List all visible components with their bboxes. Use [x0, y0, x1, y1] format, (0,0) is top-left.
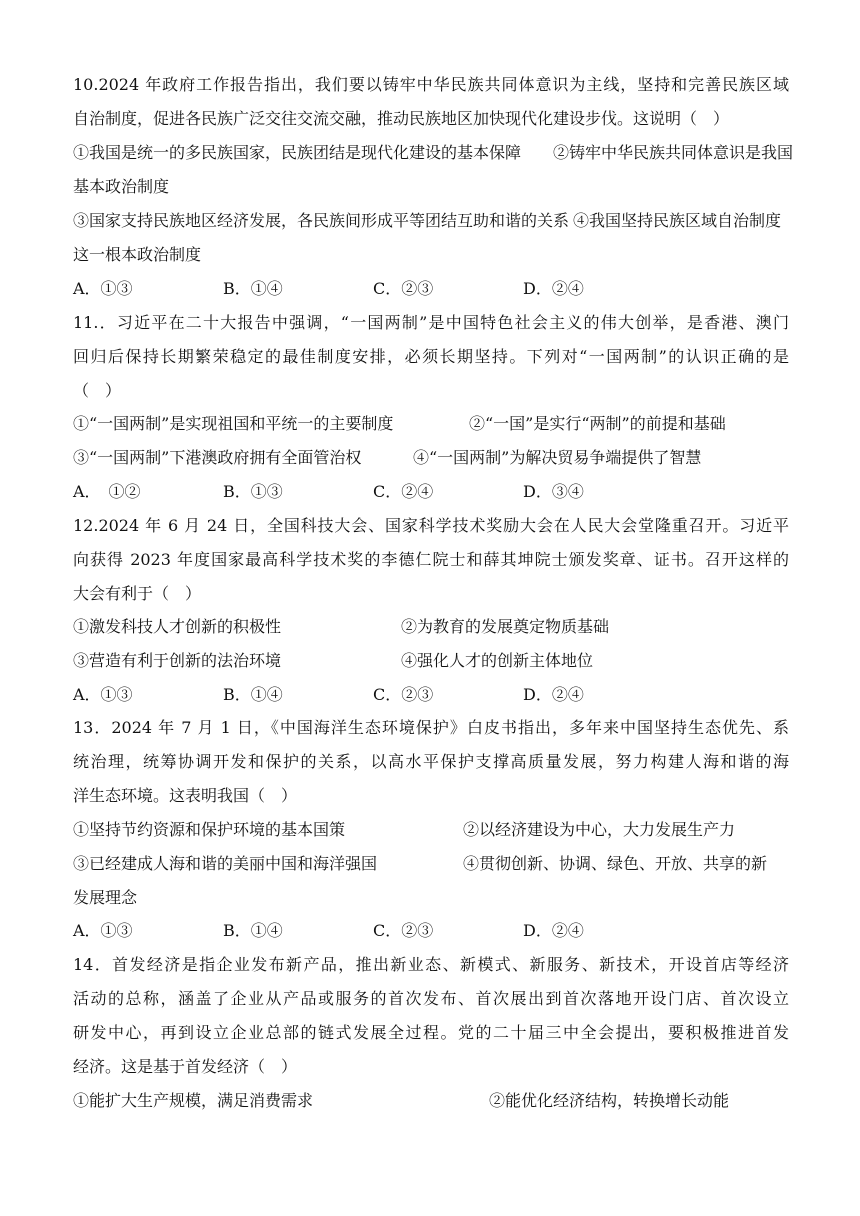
q13-option-d[interactable]: D．②④: [523, 921, 584, 940]
q11-option-b[interactable]: B．①③: [223, 482, 283, 501]
q11-stem-line-3: （ ）: [73, 381, 122, 400]
q12-option-c[interactable]: C．②③: [373, 685, 434, 704]
q11-statement-1: ①“一国两制”是实现祖国和平统一的主要制度: [73, 414, 394, 433]
q13-statement-4-cont: 发展理念: [73, 888, 138, 907]
q10-statement-4-cont: 这一根本政治制度: [73, 245, 202, 264]
q11-option-c[interactable]: C．②④: [373, 482, 434, 501]
q11-statement-3: ③“一国两制”下港澳政府拥有全面管治权: [73, 448, 362, 467]
q12-statement-3: ③营造有利于创新的法治环境: [73, 651, 282, 670]
q10-statement-2: ②铸牢中华民族共同体意识是我国: [553, 143, 794, 162]
q12-stem-line-2: 向获得 2023 年度国家最高科学技术奖的李德仁院士和薛其坤院士颁发奖章、证书。召开这样的: [73, 550, 789, 569]
q14-statement-2: ②能优化经济结构，转换增长动能: [489, 1091, 730, 1110]
q14-stem-line-1: 14．首发经济是指企业发布新产品，推出新业态、新模式、新服务、新技术，开设首店等经济: [73, 955, 789, 974]
q10-option-c[interactable]: C．②③: [373, 279, 434, 298]
q13-stem-line-3: 洋生态环境。这表明我国（ ）: [73, 786, 298, 805]
q12-stem-line-1: 12.2024 年 6 月 24 日，全国科技大会、国家科学技术奖励大会在人民大会堂隆重召开。习近平: [73, 516, 789, 535]
q12-statement-2: ②为教育的发展奠定物质基础: [401, 617, 610, 636]
q10-option-d[interactable]: D．②④: [523, 279, 584, 298]
q11-statement-4: ④“一国两制”为解决贸易争端提供了智慧: [413, 448, 702, 467]
q10-stem-line-1: 10.2024 年政府工作报告指出，我们要以铸牢中华民族共同体意识为主线，坚持和完善民族区域: [73, 75, 789, 94]
q14-stem-line-2: 活动的总称，涵盖了企业从产品或服务的首次发布、首次展出到首次落地开设门店、首次设立: [73, 989, 789, 1008]
q10-statement-1: ①我国是统一的多民族国家，民族团结是现代化建设的基本保障: [73, 143, 522, 162]
q10-statement-2-cont: 基本政治制度: [73, 177, 170, 196]
q11-option-a[interactable]: A． ①②: [73, 482, 141, 501]
q13-stem-line-2: 统治理，统筹协调开发和保护的关系，以高水平保护支撑高质量发展，努力构建人海和谐的海: [73, 752, 789, 771]
q13-stem-line-1: 13．2024 年 7 月 1 日，《中国海洋生态环境保护》白皮书指出，多年来中国坚持生态优先、系: [73, 718, 789, 737]
q13-option-c[interactable]: C．②③: [373, 921, 434, 940]
q10-option-a[interactable]: A．①③: [73, 279, 133, 298]
q13-statement-2: ②以经济建设为中心，大力发展生产力: [463, 820, 736, 839]
q11-stem-line-2: 回归后保持长期繁荣稳定的最佳制度安排，必须长期坚持。下列对“一国两制”的认识正确的是: [73, 347, 789, 366]
q10-statement-3: ③国家支持民族地区经济发展，各民族间形成平等团结互助和谐的关系: [73, 211, 570, 230]
q12-option-d[interactable]: D．②④: [523, 685, 584, 704]
q11-stem-line-1: 11.．习近平在二十大报告中强调，“一国两制”是中国特色社会主义的伟大创举，是香港、澳门: [73, 313, 789, 332]
q14-stem-line-4: 经济。这是基于首发经济（ ）: [73, 1057, 298, 1076]
q14-statement-1: ①能扩大生产规模，满足消费需求: [73, 1091, 314, 1110]
q13-statement-1: ①坚持节约资源和保护环境的基本国策: [73, 820, 346, 839]
q11-option-d[interactable]: D．③④: [523, 482, 584, 501]
q13-statement-4: ④贯彻创新、协调、绿色、开放、共享的新: [463, 854, 768, 873]
q13-option-a[interactable]: A．①③: [73, 921, 133, 940]
q10-option-b[interactable]: B．①④: [223, 279, 283, 298]
q10-stem-line-2: 自治制度，促进各民族广泛交往交流交融，推动民族地区加快现代化建设步伐。这说明（ ）: [73, 109, 730, 128]
q10-statement-4: ④我国坚持民族区域自治制度: [573, 211, 782, 230]
q14-stem-line-3: 研发中心，再到设立企业总部的链式发展全过程。党的二十届三中全会提出，要积极推进首发: [73, 1023, 789, 1042]
q12-stem-line-3: 大会有利于（ ）: [73, 584, 202, 603]
q12-option-b[interactable]: B．①④: [223, 685, 283, 704]
q12-statement-1: ①激发科技人才创新的积极性: [73, 617, 282, 636]
q13-statement-3: ③已经建成人海和谐的美丽中国和海洋强国: [73, 854, 378, 873]
q11-statement-2: ②“一国”是实行“两制”的前提和基础: [469, 414, 726, 433]
q12-option-a[interactable]: A．①③: [73, 685, 133, 704]
q13-option-b[interactable]: B．①④: [223, 921, 283, 940]
q12-statement-4: ④强化人才的创新主体地位: [401, 651, 594, 670]
